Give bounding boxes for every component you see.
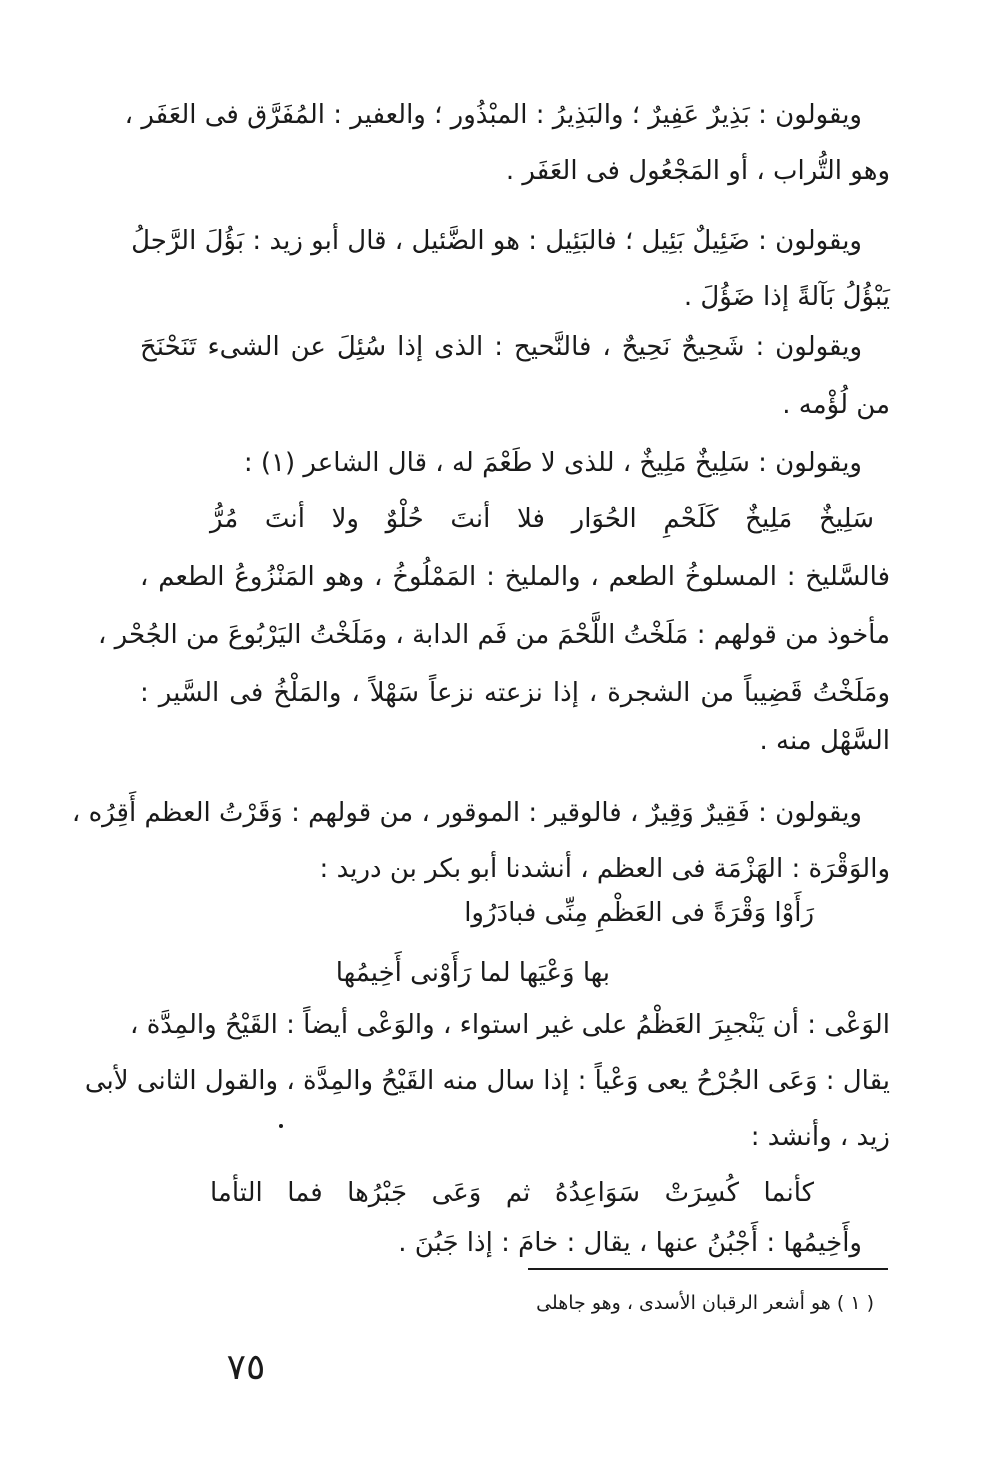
verse-hemistich: بها وَعْيَها لما رَأَوْنى أَخِيمُها bbox=[335, 958, 610, 988]
verse-hemistich: رَأَوْا وَقْرَةً فى العَظْمِ مِنِّى فبادَرُوا bbox=[464, 898, 814, 928]
text-line: ويقولون : بَذِيرٌ عَفِيرٌ ؛ والبَذِيرُ : المبْذُور ؛ والعفير : المُفَرَّق فى العَفَر ، bbox=[124, 100, 862, 130]
verse-line: كأنما كُسِرَتْ سَوَاعِدُهُ ثم وَعَى جَبْرُها فما التأما bbox=[210, 1178, 814, 1208]
verse-line: سَلِيخٌ مَلِيخٌ كَلَحْمِ الحُوَار فلا أنتَ حُلْوٌ ولا أنتَ مُرُّ bbox=[210, 504, 874, 534]
text-line: ويقولون : سَلِيخٌ مَلِيخٌ ، للذى لا طَعْمَ له ، قال الشاعر (١) : bbox=[243, 448, 862, 478]
text-line: ويقولون : فَقِيرٌ وَقِيرٌ ، فالوقير : الموقور ، من قولهم : وَقَرْتُ العظم أَقِرُه ، bbox=[71, 798, 862, 828]
text-line: وهو التُّراب ، أو المَجْعُول فى العَفَر . bbox=[505, 156, 890, 186]
text-line: فالسَّليخ : المسلوخُ الطعم ، والمليخ : المَمْلُوخُ ، وهو المَنْزُوعُ الطعم ، bbox=[140, 562, 890, 592]
text-line: من لُؤْمه . bbox=[782, 390, 890, 420]
text-line: ويقولون : ضَئِيلٌ بَئِيل ؛ فالبَئِيل : هو الضَّئيل ، قال أبو زيد : بَؤُلَ الرَّجلُ bbox=[131, 226, 862, 256]
footnote-divider bbox=[528, 1268, 888, 1270]
text-line: ويقولون : شَحِيحٌ نَحِيحٌ ، فالنَّحيح : الذى إذا سُئِلَ عن الشىء تَنَحْنَحَ bbox=[140, 332, 862, 362]
text-line: زيد ، وأنشد : bbox=[750, 1122, 890, 1152]
text-line: يقال : وَعَى الجُرْحُ يعى وَعْياً : إذا سال منه القَيْحُ والمِدَّة ، والقول الثانى لأبى bbox=[84, 1066, 890, 1096]
text-line: يَبْؤُلُ بَآلةً إذا ضَؤُلَ . bbox=[683, 282, 890, 312]
footnote: ( ١ ) هو أشعر الرقبان الأسدى ، وهو جاهلى bbox=[536, 1292, 874, 1314]
text-line: وأَخِيمُها : أَجْبُنُ عنها ، يقال : خامَ : إذا جَبُنَ . bbox=[398, 1228, 862, 1258]
text-line: ومَلَخْتُ قَضِيباً من الشجرة ، إذا نزعته نزعاً سَهْلاً ، والمَلْخُ فى السَّير : bbox=[140, 678, 890, 708]
text-line: الوَعْى : أن يَنْجبِرَ العَظْمُ على غير استواء ، والوَعْى أيضاً : القَيْحُ والمِدَّة ، bbox=[130, 1010, 890, 1040]
text-line: مأخوذ من قولهم : مَلَخْتُ اللَّحْمَ من فَم الدابة ، ومَلَخْتُ اليَرْبُوعَ من الجُحْر ، bbox=[98, 620, 890, 650]
text-line: السَّهْل منه . bbox=[759, 726, 890, 756]
text-line: والوَقْرَة : الهَزْمَة فى العظم ، أنشدنا أبو بكر بن دريد : bbox=[319, 854, 890, 884]
page-number: ٧٥ bbox=[226, 1347, 266, 1388]
ink-speck bbox=[279, 1124, 283, 1128]
